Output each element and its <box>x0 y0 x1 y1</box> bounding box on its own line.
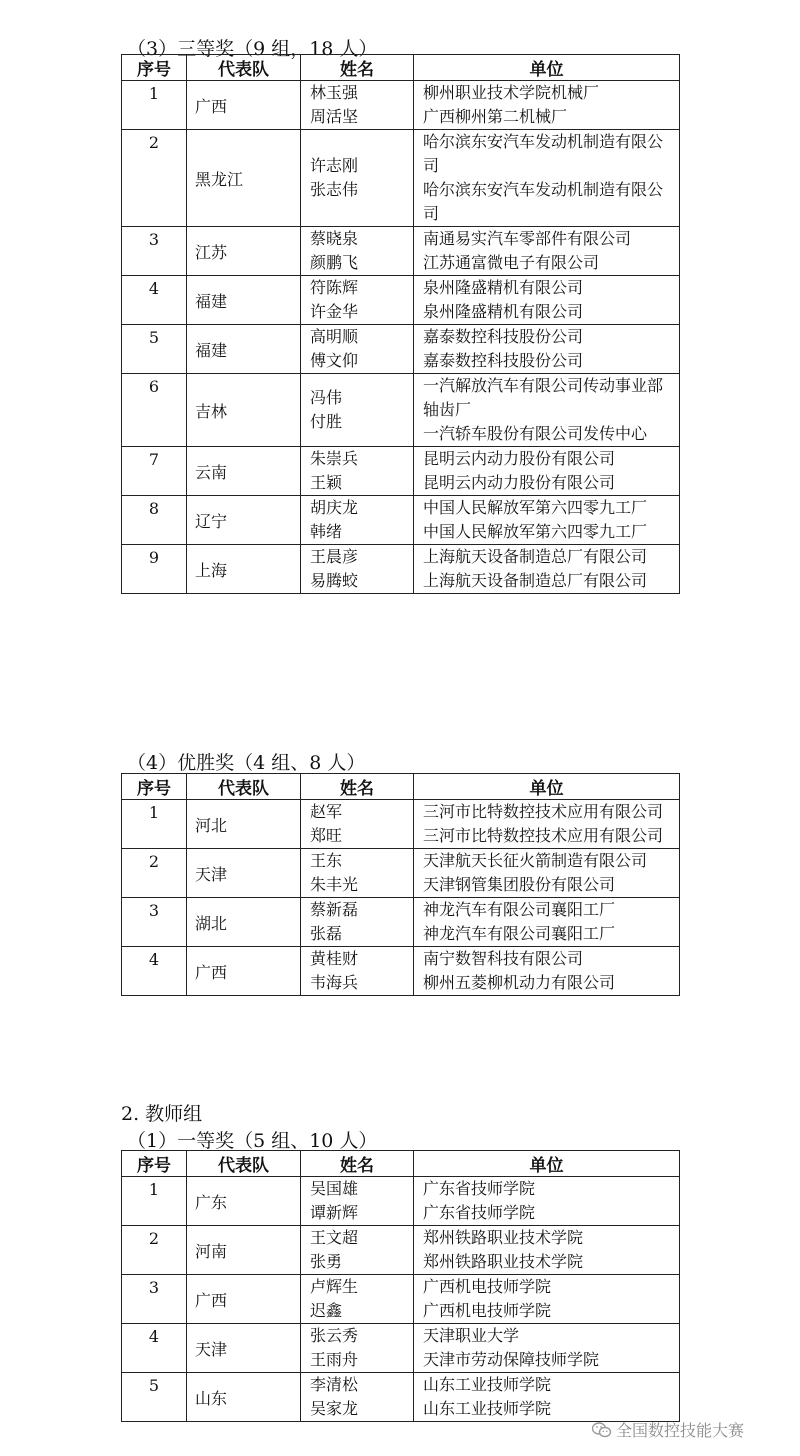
member-names <box>301 898 414 947</box>
unit-name: 广西机电技师学院 <box>423 1277 552 1296</box>
member-name: 王雨舟 <box>310 1350 359 1369</box>
member-units <box>414 276 680 325</box>
team-name: 天津 <box>187 849 301 898</box>
row-index: 2 <box>122 130 187 227</box>
unit-name: 山东工业技师学院 <box>423 1375 552 1394</box>
team-name: 广西 <box>187 1275 301 1324</box>
member-name: 张志伟 <box>310 180 359 199</box>
member-name: 颜鹏飞 <box>310 253 359 272</box>
section-heading-merit-award: （4）优胜奖（4 组、8 人） <box>127 752 366 774</box>
team-name: 山东 <box>187 1373 301 1422</box>
table-row <box>122 947 680 996</box>
member-name: 易腾蛟 <box>310 571 359 590</box>
member-name: 韩绪 <box>310 522 343 541</box>
unit-name: 哈尔滨东安汽车发动机制造有限公司 <box>423 132 664 175</box>
member-name: 郑旺 <box>310 826 343 845</box>
team-name: 江苏 <box>187 227 301 276</box>
member-names <box>301 81 414 130</box>
unit-name: 三河市比特数控技术应用有限公司 <box>423 826 664 845</box>
row-index: 5 <box>122 325 187 374</box>
member-name: 王文超 <box>310 1228 359 1247</box>
member-name: 李清松 <box>310 1375 359 1394</box>
team-name: 福建 <box>187 325 301 374</box>
member-units <box>414 227 680 276</box>
header-names: 姓名 <box>301 1151 414 1177</box>
unit-name: 天津职业大学 <box>423 1326 520 1345</box>
member-name: 高明顺 <box>310 327 359 346</box>
unit-name: 昆明云内动力股份有限公司 <box>423 473 616 492</box>
unit-name: 中国人民解放军第六四零九工厂 <box>423 498 648 517</box>
section-heading-first-prize: （1）一等奖（5 组、10 人） <box>127 1130 378 1152</box>
team-name: 河南 <box>187 1226 301 1275</box>
unit-name: 山东工业技师学院 <box>423 1399 552 1418</box>
unit-name: 嘉泰数控科技股份公司 <box>423 351 584 370</box>
section-heading-third-prize: （3）三等奖（9 组，18 人） <box>127 38 378 60</box>
member-name: 张云秀 <box>310 1326 359 1345</box>
team-name: 黑龙江 <box>187 130 301 227</box>
member-name: 卢辉生 <box>310 1277 359 1296</box>
header-index: 序号 <box>122 774 187 800</box>
unit-name: 一汽解放汽车有限公司传动事业部轴齿厂 <box>423 376 664 419</box>
member-name: 王东 <box>310 851 343 870</box>
unit-name: 中国人民解放军第六四零九工厂 <box>423 522 648 541</box>
member-names <box>301 325 414 374</box>
row-index: 7 <box>122 447 187 496</box>
table-row <box>122 130 680 227</box>
team-name: 湖北 <box>187 898 301 947</box>
table-row <box>122 1226 680 1275</box>
team-name: 吉林 <box>187 374 301 447</box>
member-units <box>414 81 680 130</box>
table-row <box>122 849 680 898</box>
unit-name: 江苏通富微电子有限公司 <box>423 253 600 272</box>
member-names <box>301 1324 414 1373</box>
header-team: 代表队 <box>187 774 301 800</box>
member-units <box>414 1226 680 1275</box>
member-units <box>414 130 680 227</box>
header-names: 姓名 <box>301 55 414 81</box>
member-name: 迟鑫 <box>310 1301 343 1320</box>
row-index: 1 <box>122 1177 187 1226</box>
unit-name: 一汽轿车股份有限公司发传中心 <box>423 424 648 443</box>
member-units <box>414 849 680 898</box>
unit-name: 天津钢管集团股份有限公司 <box>423 875 616 894</box>
team-name: 广西 <box>187 81 301 130</box>
unit-name: 三河市比特数控技术应用有限公司 <box>423 802 664 821</box>
unit-name: 广西机电技师学院 <box>423 1301 552 1320</box>
team-name: 河北 <box>187 800 301 849</box>
award-table-merit-award <box>121 773 680 996</box>
member-name: 许金华 <box>310 302 359 321</box>
team-name: 广东 <box>187 1177 301 1226</box>
row-index: 2 <box>122 849 187 898</box>
member-name: 王颖 <box>310 473 343 492</box>
watermark <box>592 1418 744 1442</box>
member-units <box>414 1275 680 1324</box>
table-row <box>122 898 680 947</box>
member-names <box>301 227 414 276</box>
member-name: 黄桂财 <box>310 949 359 968</box>
header-units: 单位 <box>414 55 680 81</box>
member-name: 符陈辉 <box>310 278 359 297</box>
member-name: 张勇 <box>310 1252 343 1271</box>
watermark-text: 全国数控技能大赛 <box>616 1421 745 1440</box>
table-header-row <box>122 1151 680 1177</box>
table-row <box>122 1373 680 1422</box>
header-team: 代表队 <box>187 1151 301 1177</box>
unit-name: 柳州五菱柳机动力有限公司 <box>423 973 616 992</box>
row-index: 2 <box>122 1226 187 1275</box>
award-table-third-prize <box>121 54 680 594</box>
member-units <box>414 800 680 849</box>
member-name: 朱崇兵 <box>310 449 359 468</box>
unit-name: 郑州铁路职业技术学院 <box>423 1252 584 1271</box>
member-units <box>414 374 680 447</box>
member-name: 吴家龙 <box>310 1399 359 1418</box>
member-name: 蔡晓泉 <box>310 229 359 248</box>
member-name: 付胜 <box>310 412 343 431</box>
unit-name: 上海航天设备制造总厂有限公司 <box>423 571 648 590</box>
team-name: 广西 <box>187 947 301 996</box>
row-index: 4 <box>122 1324 187 1373</box>
member-names <box>301 1226 414 1275</box>
member-units <box>414 1373 680 1422</box>
row-index: 8 <box>122 496 187 545</box>
table-row <box>122 325 680 374</box>
member-name: 蔡新磊 <box>310 900 359 919</box>
row-index: 1 <box>122 800 187 849</box>
member-name: 傅文仰 <box>310 351 359 370</box>
member-names <box>301 496 414 545</box>
unit-name: 泉州隆盛精机有限公司 <box>423 302 584 321</box>
member-name: 谭新辉 <box>310 1203 359 1222</box>
row-index: 5 <box>122 1373 187 1422</box>
member-units <box>414 496 680 545</box>
table-row <box>122 227 680 276</box>
row-index: 4 <box>122 276 187 325</box>
unit-name: 南宁数智科技有限公司 <box>423 949 584 968</box>
unit-name: 上海航天设备制造总厂有限公司 <box>423 547 648 566</box>
team-name: 福建 <box>187 276 301 325</box>
member-units <box>414 1177 680 1226</box>
table-row <box>122 1275 680 1324</box>
unit-name: 广西柳州第二机械厂 <box>423 107 568 126</box>
member-name: 王晨彦 <box>310 547 359 566</box>
member-names <box>301 849 414 898</box>
unit-name: 哈尔滨东安汽车发动机制造有限公司 <box>423 180 664 223</box>
table-row <box>122 496 680 545</box>
member-units <box>414 545 680 594</box>
team-name: 上海 <box>187 545 301 594</box>
member-name: 朱丰光 <box>310 875 359 894</box>
unit-name: 郑州铁路职业技术学院 <box>423 1228 584 1247</box>
unit-name: 天津市劳动保障技师学院 <box>423 1350 600 1369</box>
unit-name: 柳州职业技术学院机械厂 <box>423 83 600 102</box>
member-names <box>301 130 414 227</box>
award-table-first-prize <box>121 1150 680 1422</box>
row-index: 1 <box>122 81 187 130</box>
member-names <box>301 1373 414 1422</box>
unit-name: 南通易实汽车零部件有限公司 <box>423 229 632 248</box>
row-index: 6 <box>122 374 187 447</box>
member-name: 赵军 <box>310 802 343 821</box>
member-names <box>301 800 414 849</box>
row-index: 4 <box>122 947 187 996</box>
header-units: 单位 <box>414 774 680 800</box>
unit-name: 神龙汽车有限公司襄阳工厂 <box>423 924 616 943</box>
table-row <box>122 1324 680 1373</box>
table-row <box>122 545 680 594</box>
table-row <box>122 447 680 496</box>
table-row <box>122 374 680 447</box>
member-name: 冯伟 <box>310 388 343 407</box>
member-names <box>301 545 414 594</box>
unit-name: 泉州隆盛精机有限公司 <box>423 278 584 297</box>
row-index: 3 <box>122 227 187 276</box>
member-units <box>414 1324 680 1373</box>
team-name: 云南 <box>187 447 301 496</box>
header-index: 序号 <box>122 55 187 81</box>
member-units <box>414 947 680 996</box>
member-name: 许志刚 <box>310 156 359 175</box>
header-names: 姓名 <box>301 774 414 800</box>
member-name: 张磊 <box>310 924 343 943</box>
member-names <box>301 447 414 496</box>
member-units <box>414 898 680 947</box>
member-name: 吴国雄 <box>310 1179 359 1198</box>
member-names <box>301 276 414 325</box>
member-name: 林玉强 <box>310 83 359 102</box>
table-header-row <box>122 774 680 800</box>
header-team: 代表队 <box>187 55 301 81</box>
unit-name: 昆明云内动力股份有限公司 <box>423 449 616 468</box>
group-title-teachers: 2. 教师组 <box>121 1103 203 1125</box>
row-index: 9 <box>122 545 187 594</box>
table-row <box>122 81 680 130</box>
member-units <box>414 325 680 374</box>
member-name: 胡庆龙 <box>310 498 359 517</box>
row-index: 3 <box>122 1275 187 1324</box>
header-index: 序号 <box>122 1151 187 1177</box>
member-name: 周活坚 <box>310 107 359 126</box>
table-header-row <box>122 55 680 81</box>
member-names <box>301 947 414 996</box>
unit-name: 广东省技师学院 <box>423 1179 536 1198</box>
member-names <box>301 1177 414 1226</box>
team-name: 天津 <box>187 1324 301 1373</box>
unit-name: 广东省技师学院 <box>423 1203 536 1222</box>
table-row <box>122 276 680 325</box>
table-row <box>122 1177 680 1226</box>
member-names <box>301 374 414 447</box>
wechat-icon <box>592 1422 612 1442</box>
unit-name: 天津航天长征火箭制造有限公司 <box>423 851 648 870</box>
unit-name: 神龙汽车有限公司襄阳工厂 <box>423 900 616 919</box>
row-index: 3 <box>122 898 187 947</box>
team-name: 辽宁 <box>187 496 301 545</box>
header-units: 单位 <box>414 1151 680 1177</box>
member-units <box>414 447 680 496</box>
member-name: 韦海兵 <box>310 973 359 992</box>
unit-name: 嘉泰数控科技股份公司 <box>423 327 584 346</box>
member-names <box>301 1275 414 1324</box>
table-row <box>122 800 680 849</box>
